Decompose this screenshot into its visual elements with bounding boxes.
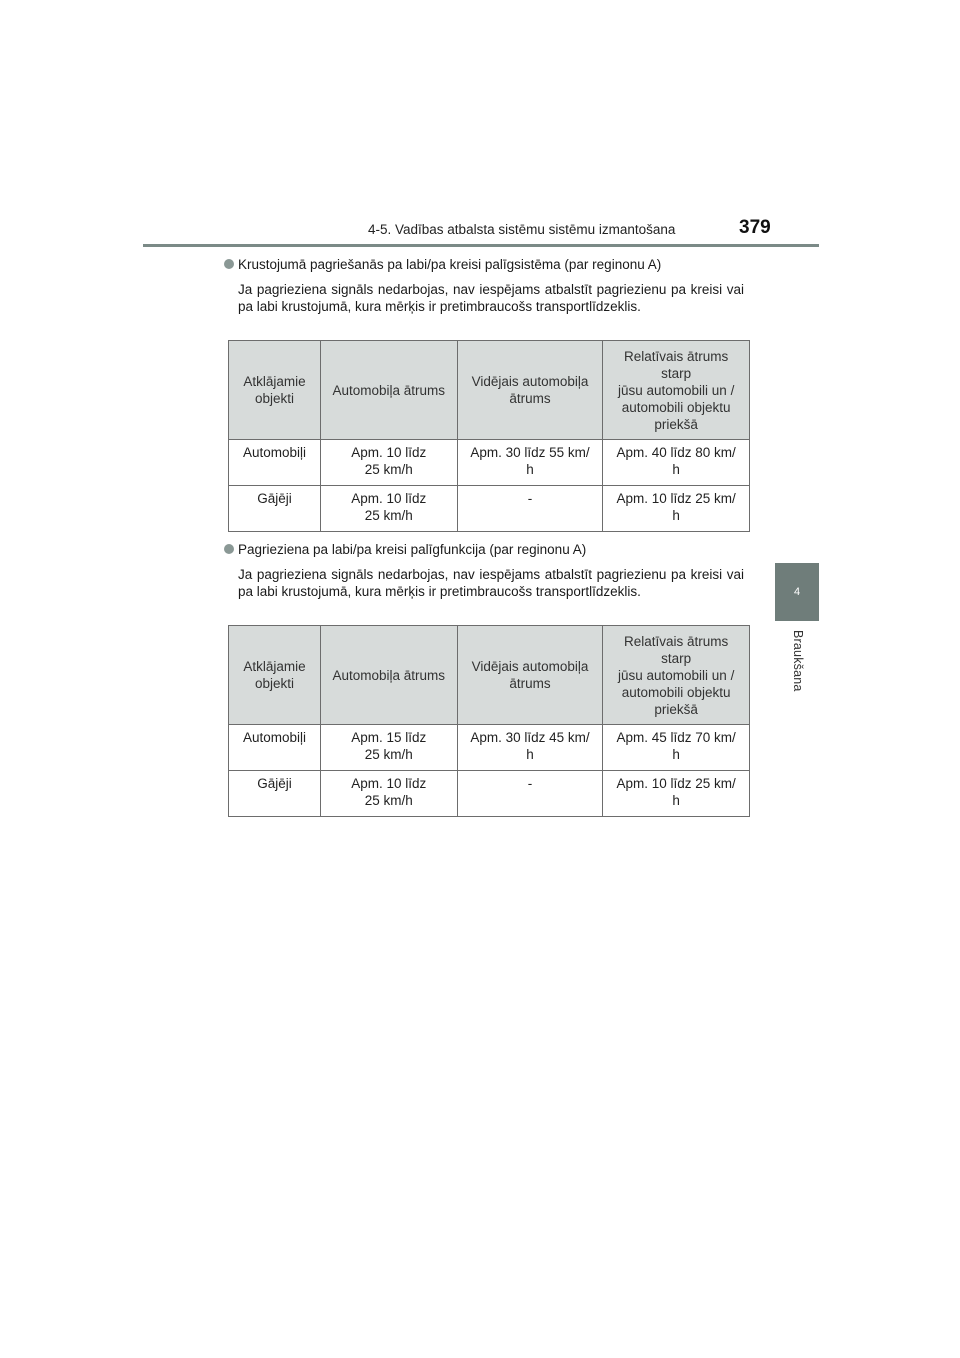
header-cell: Automobiļa ātrums: [320, 626, 457, 725]
chapter-tab: 4: [775, 563, 819, 621]
table-header-row: [229, 626, 750, 725]
speed-table-2: [228, 625, 750, 817]
header-cell: Atklājamie objekti: [229, 341, 321, 440]
header-cell: Atklājamie objekti: [229, 626, 321, 725]
bullet-icon: [224, 259, 234, 269]
header-divider: [143, 244, 819, 247]
table-cell: Apm. 10 līdz 25 km/h: [320, 486, 457, 532]
header-cell: Vidējais automobiļa ātrums: [457, 341, 603, 440]
table-cell: Automobiļi: [229, 725, 321, 771]
table-cell: Apm. 10 līdz 25 km/h: [320, 440, 457, 486]
table-cell: Gājēji: [229, 486, 321, 532]
table-cell: Apm. 10 līdz 25 km/ h: [603, 771, 750, 817]
paragraph: Ja pagrieziena signāls nedarbojas, nav iespējams atbalstīt pagriezienu pa kreisi vai pa labi krustojumā, kura mērķis ir pretimbraucošs transportlīdzeklis.: [238, 282, 744, 314]
heading-text: Pagrieziena pa labi/pa kreisi palīgfunkcija (par reginonu A): [238, 542, 587, 557]
paragraph: Ja pagrieziena signāls nedarbojas, nav iespējams atbalstīt pagriezienu pa kreisi vai pa labi krustojumā, kura mērķis ir pretimbraucošs transportlīdzeklis.: [238, 567, 744, 599]
table-cell: Apm. 10 līdz 25 km/ h: [603, 486, 750, 532]
bullet-icon: [224, 544, 234, 554]
table-cell: -: [457, 771, 603, 817]
header-cell: Vidējais automobiļa ātrums: [457, 626, 603, 725]
table-row: [229, 771, 750, 817]
table-row: [229, 725, 750, 771]
header-cell: Automobiļa ātrums: [320, 341, 457, 440]
table-cell: Apm. 30 līdz 45 km/ h: [457, 725, 603, 771]
table-cell: -: [457, 486, 603, 532]
table-cell: Apm. 30 līdz 55 km/ h: [457, 440, 603, 486]
table-cell: Apm. 10 līdz 25 km/h: [320, 771, 457, 817]
chapter-label: Braukšana: [791, 630, 805, 692]
section-turn-assist: [224, 541, 750, 600]
table-cell: Apm. 40 līdz 80 km/ h: [603, 440, 750, 486]
table-cell: Apm. 15 līdz 25 km/h: [320, 725, 457, 771]
table-cell: Apm. 45 līdz 70 km/ h: [603, 725, 750, 771]
table-cell: Automobiļi: [229, 440, 321, 486]
heading-text: Krustojumā pagriešanās pa labi/pa kreisi palīgsistēma (par reginonu A): [238, 257, 662, 272]
section-intersection-assist: [224, 256, 750, 315]
bullet-heading: [224, 541, 750, 558]
bullet-heading: [224, 256, 750, 273]
table-row: [229, 440, 750, 486]
table-header-row: [229, 341, 750, 440]
header-cell: Relatīvais ātrums starp jūsu automobili un / automobili objektu priekšā: [603, 341, 750, 440]
section-title: 4-5. Vadības atbalsta sistēmu sistēmu izmantošana: [368, 222, 676, 237]
speed-table-1: [228, 340, 750, 532]
table-cell: Gājēji: [229, 771, 321, 817]
header-cell: Relatīvais ātrums starp jūsu automobili un / automobili objektu priekšā: [603, 626, 750, 725]
page-number: 379: [739, 217, 771, 238]
table-row: [229, 486, 750, 532]
